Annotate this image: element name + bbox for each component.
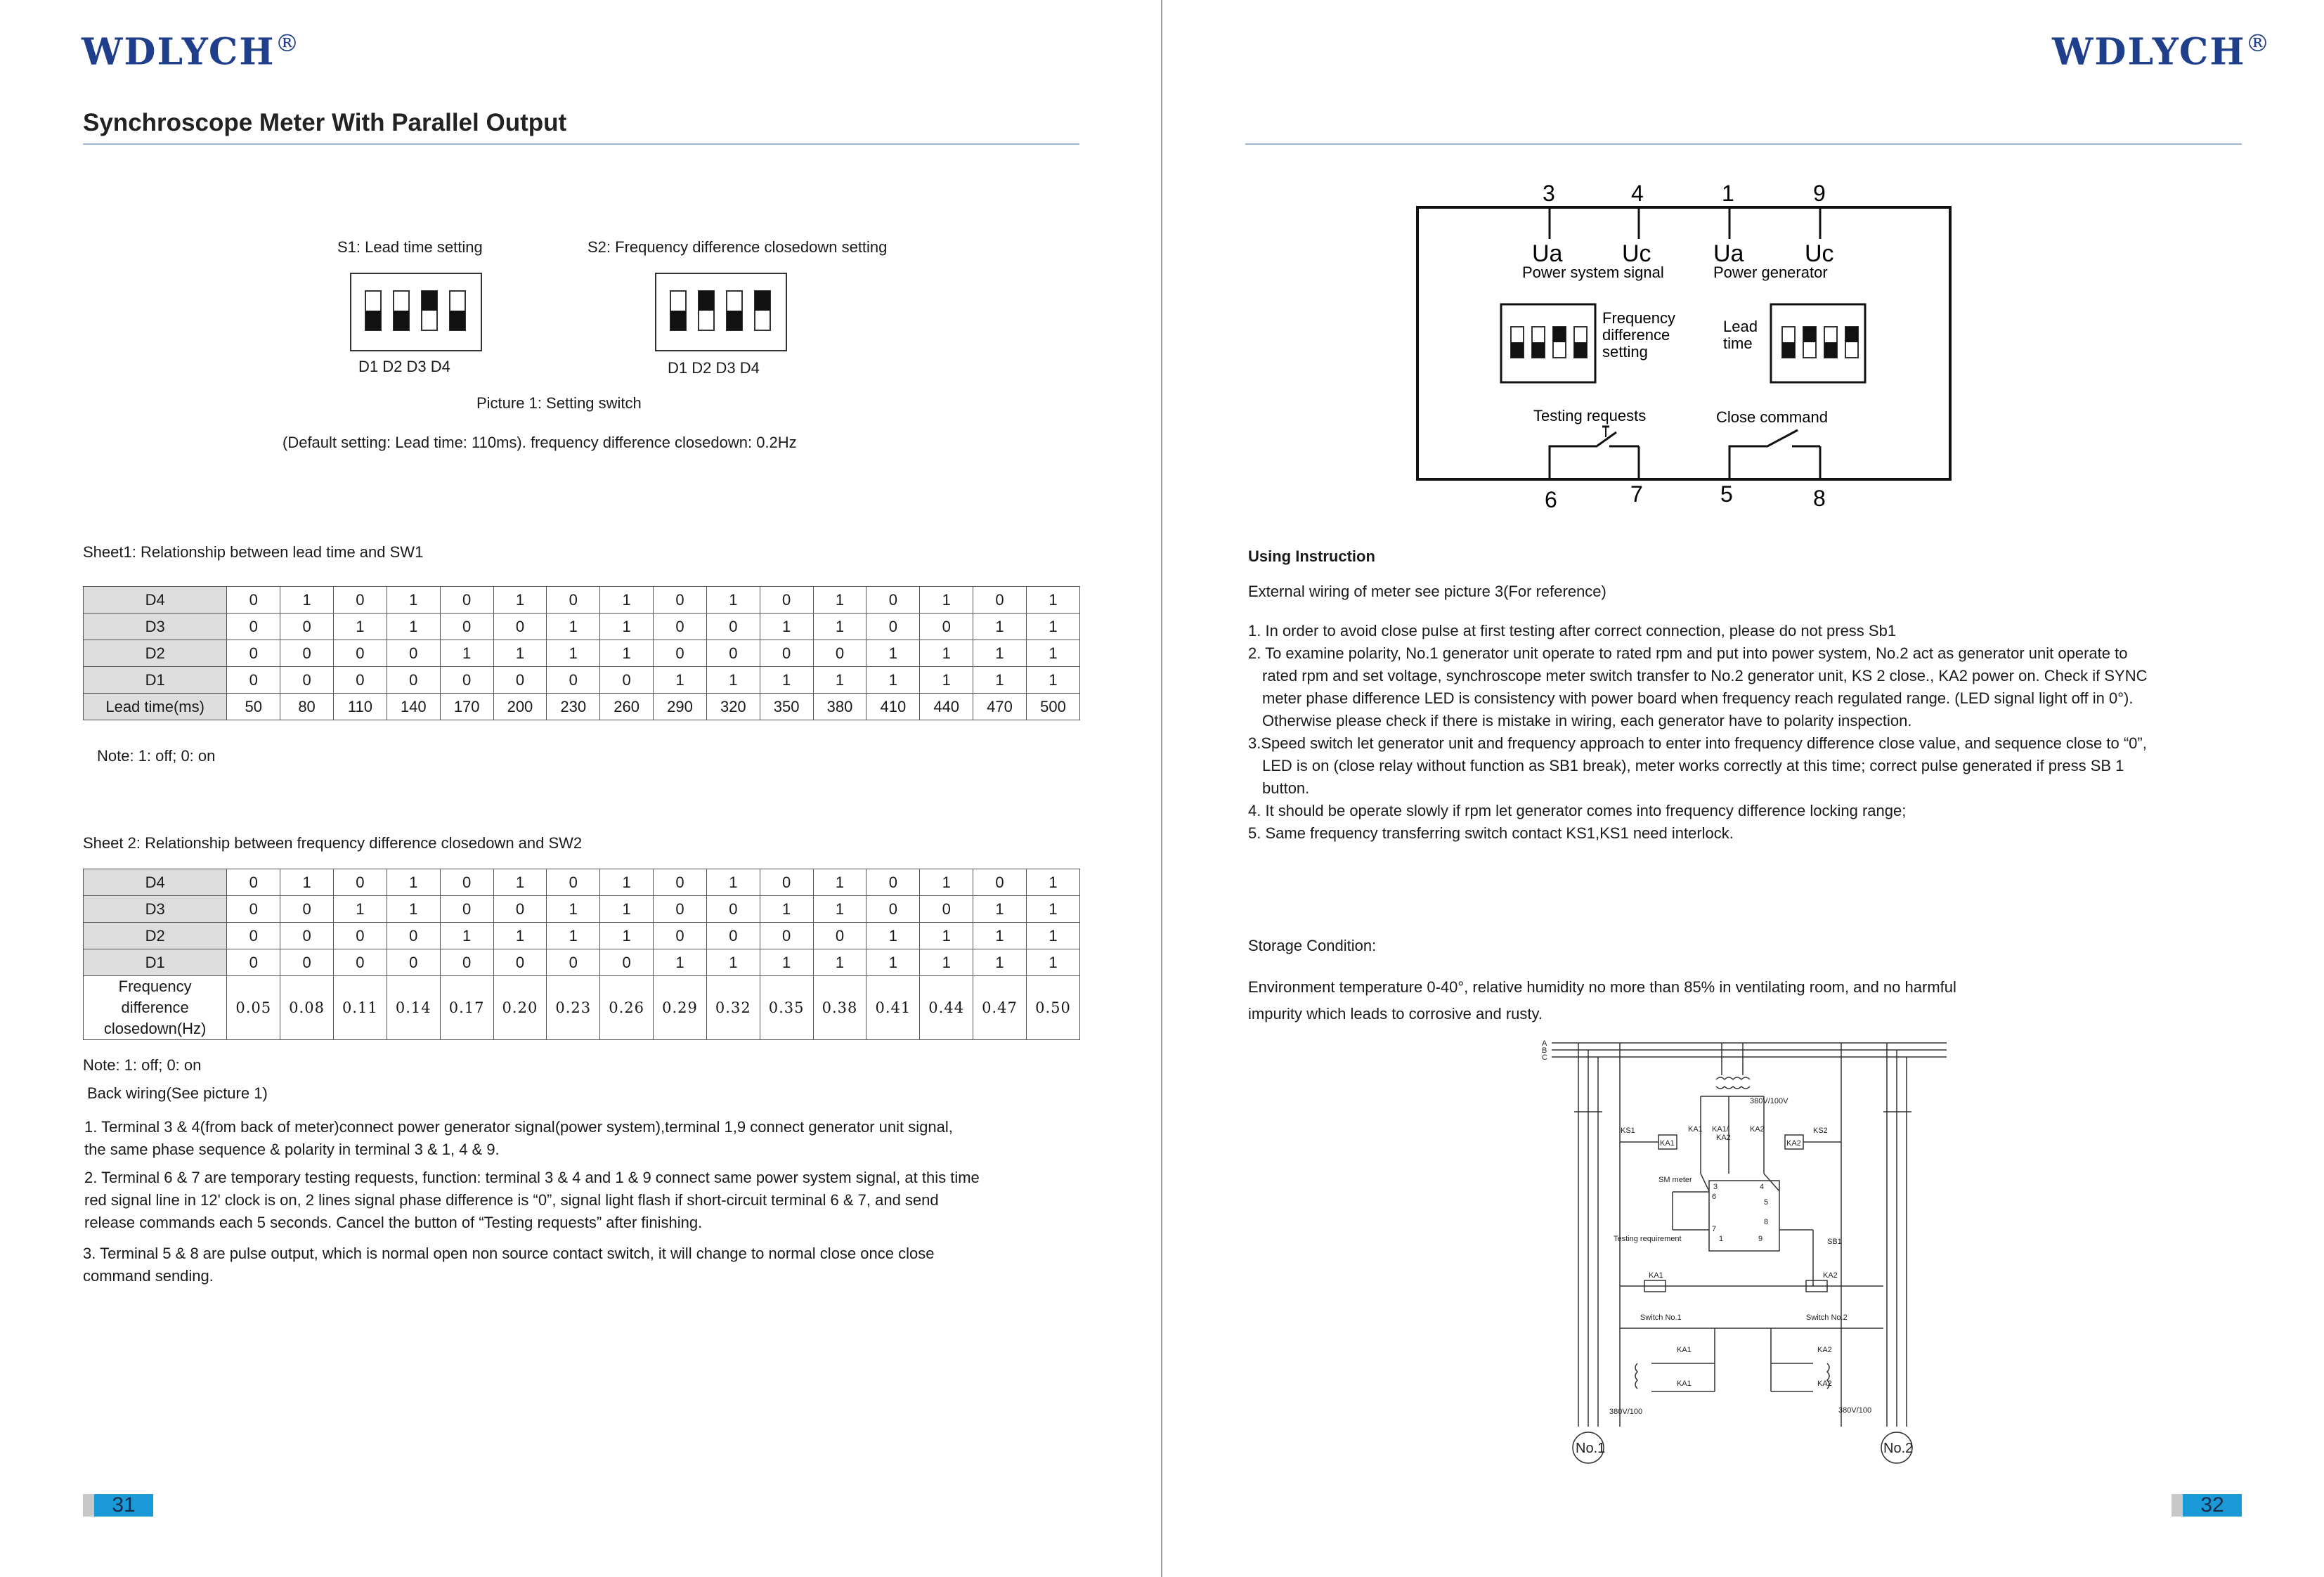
table-cell: 1 (654, 949, 707, 976)
table-cell: 0 (333, 923, 387, 949)
lead-1: Lead (1723, 318, 1758, 335)
table-cell: 0 (493, 667, 547, 694)
table-cell: 1 (973, 614, 1027, 640)
table-row (84, 976, 1080, 1040)
table-cell: 1 (440, 640, 493, 667)
table-cell: 0 (333, 949, 387, 976)
table-cell: 0.17 (440, 976, 493, 1040)
term-1: 1 (1722, 181, 1734, 206)
table-cell: 0.26 (600, 976, 654, 1040)
dip-knob (1803, 327, 1816, 342)
table-cell: 0 (654, 923, 707, 949)
table-cell: 0 (333, 640, 387, 667)
table-cell: 0 (866, 869, 920, 896)
wd-n3: 3 (1713, 1183, 1718, 1191)
table-cell: 0 (920, 614, 973, 640)
wd-v380-l: 380V/100 (1609, 1408, 1643, 1416)
table-cell: 0 (760, 587, 813, 614)
ua2-label: Ua (1713, 240, 1744, 267)
table-cell: 0 (973, 869, 1027, 896)
table-cell: 1 (920, 923, 973, 949)
table-cell: 0 (440, 896, 493, 923)
table-cell: 1 (493, 640, 547, 667)
table-cell: 110 (333, 694, 387, 720)
table-cell: 0.20 (493, 976, 547, 1040)
table-cell: 0 (227, 896, 280, 923)
table-cell: 0 (654, 614, 707, 640)
wd-ka2b: KA2 (1750, 1125, 1765, 1134)
header-rule-right (1245, 143, 2242, 145)
table-cell: 0 (333, 587, 387, 614)
wd-v380-r: 380V/100 (1838, 1406, 1872, 1415)
page-number-32: 32 (2172, 1494, 2242, 1517)
table-cell: 0 (760, 640, 813, 667)
dip-knob (1511, 342, 1524, 358)
wd-ks1: KS1 (1621, 1127, 1635, 1135)
table-cell: 0.38 (813, 976, 866, 1040)
table-cell: 0 (280, 949, 334, 976)
table-cell: 0 (547, 949, 600, 976)
table-cell: 0 (387, 949, 440, 976)
table-cell: 1 (600, 896, 654, 923)
table-cell: 0.29 (654, 976, 707, 1040)
wd-testing-requirement: Testing requirement (1614, 1235, 1682, 1243)
table-cell: 0.44 (920, 976, 973, 1040)
table-cell: 1 (813, 614, 866, 640)
table-cell: 0 (547, 869, 600, 896)
external-wiring-note: External wiring of meter see picture 3(For reference) (1248, 583, 1606, 600)
table-cell: 0 (227, 614, 280, 640)
terminal-diagram (1398, 176, 1961, 520)
wd-switch1: Switch No.1 (1640, 1313, 1682, 1322)
table-row (84, 949, 1080, 976)
table-cell: 1 (706, 869, 760, 896)
term-6: 6 (1545, 487, 1557, 512)
table-cell: 230 (547, 694, 600, 720)
table-cell: 1 (387, 896, 440, 923)
picture1-caption: Picture 1: Setting switch (476, 394, 642, 412)
table-cell: 1 (813, 667, 866, 694)
s2-dip-labels: D1 D2 D3 D4 (668, 359, 760, 377)
table-cell: 1 (387, 614, 440, 640)
table-cell: 0 (813, 640, 866, 667)
wd-sb1: SB1 (1827, 1238, 1842, 1246)
table-cell: 0 (227, 667, 280, 694)
table-cell: 1 (813, 869, 866, 896)
wd-ka2-r1: KA2 (1817, 1346, 1832, 1354)
table-cell: 1 (1026, 667, 1079, 694)
table-cell: 0 (760, 923, 813, 949)
dip-knob (1553, 327, 1566, 342)
table-cell: 140 (387, 694, 440, 720)
table-cell: 1 (600, 869, 654, 896)
row-header: Frequency difference closedown(Hz) (84, 976, 227, 1040)
dip-knob (1532, 342, 1545, 358)
table-cell: 0 (227, 923, 280, 949)
wd-b: B (1542, 1046, 1547, 1055)
table-cell: 0 (706, 640, 760, 667)
table-cell: 1 (1026, 923, 1079, 949)
s1-label: S1: Lead time setting (337, 238, 483, 256)
table-cell: 260 (600, 694, 654, 720)
dip-knob (1574, 342, 1587, 358)
table-cell: 80 (280, 694, 334, 720)
table-row (84, 587, 1080, 614)
table-cell: 50 (227, 694, 280, 720)
term-4: 4 (1631, 181, 1644, 206)
row-header: D1 (84, 667, 227, 694)
term-5: 5 (1720, 481, 1733, 507)
table-cell: 1 (813, 587, 866, 614)
table-cell: 0.23 (547, 976, 600, 1040)
table-cell: 1 (920, 640, 973, 667)
table-cell: 0 (227, 587, 280, 614)
uc2-label: Uc (1805, 240, 1834, 267)
table-cell: 1 (973, 667, 1027, 694)
dip-knob (394, 311, 409, 330)
table-cell: 0 (280, 640, 334, 667)
table-cell: 0 (547, 667, 600, 694)
note1: Note: 1: off; 0: on (97, 747, 216, 765)
table-cell: 1 (1026, 587, 1079, 614)
table-cell: 1 (440, 923, 493, 949)
dip-knob (1824, 342, 1837, 358)
table-cell: 0 (920, 896, 973, 923)
wiring-diagram (1532, 1033, 1954, 1469)
page-title: Synchroscope Meter With Parallel Output (83, 109, 567, 136)
wd-no1: No.1 (1576, 1441, 1606, 1456)
dip-knob (670, 311, 686, 330)
s2-label: S2: Frequency difference closedown setting (588, 238, 888, 256)
table-cell: 1 (760, 896, 813, 923)
table-cell: 0 (654, 587, 707, 614)
table-cell: 1 (973, 896, 1027, 923)
term-8: 8 (1813, 486, 1826, 511)
table-cell: 1 (547, 614, 600, 640)
table-cell: 470 (973, 694, 1027, 720)
wd-n9: 9 (1758, 1235, 1763, 1243)
table-cell: 0 (387, 640, 440, 667)
table-cell: 0 (600, 949, 654, 976)
table-cell: 1 (280, 587, 334, 614)
table-row (84, 923, 1080, 949)
table-cell: 1 (706, 949, 760, 976)
table-cell: 0 (493, 896, 547, 923)
term-3: 3 (1543, 181, 1555, 206)
title-rule (83, 143, 1079, 145)
wd-ka2-r2: KA2 (1817, 1380, 1832, 1388)
table-row (84, 640, 1080, 667)
table-cell: 1 (973, 949, 1027, 976)
dip-knob (699, 291, 714, 311)
table-cell: 1 (760, 949, 813, 976)
table-cell: 350 (760, 694, 813, 720)
freq-diff-2: difference (1602, 326, 1670, 344)
note2: Note: 1: off; 0: on (83, 1056, 202, 1074)
table-cell: 1 (973, 923, 1027, 949)
table-cell: 1 (493, 923, 547, 949)
wd-no2: No.2 (1883, 1441, 1914, 1456)
power-generator: Power generator (1713, 264, 1828, 281)
table-cell: 1 (813, 949, 866, 976)
table-cell: 1 (920, 949, 973, 976)
table-cell: 0 (333, 869, 387, 896)
storage-text: Environment temperature 0-40°, relative humidity no more than 85% in ventilating room, and no harmful impurity which leads to corrosive and rusty. (1248, 978, 1956, 1023)
dip-knob (1845, 327, 1858, 342)
row-header: D3 (84, 896, 227, 923)
wd-ka1-l2: KA1 (1677, 1380, 1692, 1388)
brand-logo-right: WDLYCH® (2052, 30, 2271, 74)
wd-ka1c: KA1/ (1712, 1125, 1729, 1134)
row-header: D3 (84, 614, 227, 640)
table-cell: 0 (654, 640, 707, 667)
table-cell: 170 (440, 694, 493, 720)
table-cell: 0 (280, 614, 334, 640)
table-cell: 1 (387, 587, 440, 614)
table-cell: 0.50 (1026, 976, 1079, 1040)
table-cell: 1 (760, 667, 813, 694)
table-cell: 1 (866, 667, 920, 694)
table-cell: 0 (813, 923, 866, 949)
row-header: D1 (84, 949, 227, 976)
row-header: D2 (84, 640, 227, 667)
sheet2-title: Sheet 2: Relationship between frequency difference closedown and SW2 (83, 834, 583, 852)
table-cell: 0 (387, 923, 440, 949)
term-9: 9 (1813, 181, 1826, 206)
table-row (84, 614, 1080, 640)
wd-n1: 1 (1719, 1235, 1724, 1243)
table-cell: 0.11 (333, 976, 387, 1040)
table-cell: 1 (920, 667, 973, 694)
table-cell: 290 (654, 694, 707, 720)
paragraph-1: 1. Terminal 3 & 4(from back of meter)connect power generator signal(power system),terminal 1,9 connect generator unit signal, the same phase sequence & polarity in terminal 3 & 1, 4 & 9. (84, 1118, 953, 1158)
row-header: Lead time(ms) (84, 694, 227, 720)
table-cell: 1 (813, 896, 866, 923)
wd-ka1a: KA1 (1660, 1139, 1675, 1148)
wd-n6: 6 (1712, 1193, 1717, 1201)
table-cell: 1 (493, 587, 547, 614)
lead-2: time (1723, 335, 1753, 352)
table-cell: 320 (706, 694, 760, 720)
table-cell: 0 (387, 667, 440, 694)
table-cell: 0 (600, 667, 654, 694)
table-cell: 0 (280, 923, 334, 949)
table-cell: 0 (280, 667, 334, 694)
table-cell: 0.41 (866, 976, 920, 1040)
table-cell: 0 (440, 587, 493, 614)
s1-dip-switch (350, 273, 483, 351)
table-cell: 1 (973, 640, 1027, 667)
table-cell: 0.32 (706, 976, 760, 1040)
table-cell: 0 (547, 587, 600, 614)
wd-sm-meter: SM meter (1658, 1176, 1692, 1184)
table-cell: 1 (1026, 949, 1079, 976)
table-cell: 0 (440, 614, 493, 640)
table-cell: 1 (760, 614, 813, 640)
table-row (84, 896, 1080, 923)
testing-requests: Testing requests (1533, 407, 1647, 424)
table-cell: 1 (387, 869, 440, 896)
wd-ka2a: KA2 (1716, 1134, 1731, 1142)
power-system-signal: Power system signal (1522, 264, 1664, 281)
table-cell: 1 (280, 869, 334, 896)
wd-ka2-sw: KA2 (1823, 1271, 1838, 1280)
wd-a: A (1542, 1039, 1547, 1048)
wd-n4: 4 (1760, 1183, 1765, 1191)
table-cell: 0 (227, 869, 280, 896)
table-cell: 0.14 (387, 976, 440, 1040)
table-cell: 200 (493, 694, 547, 720)
table-cell: 1 (1026, 869, 1079, 896)
table-cell: 1 (706, 667, 760, 694)
table-cell: 0 (866, 587, 920, 614)
page-number-31: 31 (83, 1494, 153, 1517)
row-header: D4 (84, 587, 227, 614)
dip-knob (422, 291, 437, 311)
sheet1-table (83, 586, 1080, 720)
wd-ka1b: KA1 (1688, 1125, 1703, 1134)
back-wiring: Back wiring(See picture 1) (87, 1084, 268, 1102)
table-cell: 410 (866, 694, 920, 720)
default-setting: (Default setting: Lead time: 110ms). frequency difference closedown: 0.2Hz (283, 434, 797, 451)
table-cell: 1 (920, 869, 973, 896)
row-header: D2 (84, 923, 227, 949)
table-row (84, 869, 1080, 896)
table-cell: 0.08 (280, 976, 334, 1040)
table-cell: 0 (654, 896, 707, 923)
table-cell: 0 (227, 640, 280, 667)
table-cell: 1 (600, 923, 654, 949)
paragraph-2: 2. Terminal 6 & 7 are temporary testing requests, function: terminal 3 & 4 and 1 & 9 connect same power system signal, at this time red signal line in 12' clock is on, 2 lines signal phase difference is “0”, signal light flash if short-circuit terminal 6 & 7, and send release commands each 5 seconds. Cancel the button of “Testing requests” after finishing. (84, 1169, 980, 1231)
table-cell: 0 (706, 923, 760, 949)
sheet2-table (83, 869, 1080, 1040)
table-cell: 0 (440, 949, 493, 976)
table-cell: 0 (440, 667, 493, 694)
freq-diff-3: setting (1602, 343, 1648, 361)
wd-n5: 5 (1764, 1198, 1769, 1207)
wd-n8: 8 (1764, 1218, 1769, 1226)
table-cell: 0 (440, 869, 493, 896)
paragraph-3: 3. Terminal 5 & 8 are pulse output, which is normal open non source contact switch, it will change to normal close once close command sending. (83, 1245, 935, 1285)
table-cell: 1 (493, 869, 547, 896)
table-cell: 1 (600, 587, 654, 614)
table-cell: 440 (920, 694, 973, 720)
table-cell: 0 (866, 614, 920, 640)
table-cell: 380 (813, 694, 866, 720)
dip-knob (1782, 342, 1795, 358)
wd-ka1-l1: KA1 (1677, 1346, 1692, 1354)
table-cell: 0 (493, 614, 547, 640)
table-cell: 0 (654, 869, 707, 896)
page-divider (1161, 0, 1162, 1577)
wd-n7: 7 (1712, 1225, 1717, 1233)
table-cell: 1 (866, 949, 920, 976)
table-row (84, 667, 1080, 694)
table-cell: 500 (1026, 694, 1079, 720)
using-instruction-title: Using Instruction (1248, 547, 1375, 565)
table-cell: 0 (280, 896, 334, 923)
s1-dip-labels: D1 D2 D3 D4 (358, 358, 450, 375)
row-header: D4 (84, 869, 227, 896)
close-command: Close command (1716, 408, 1828, 426)
table-cell: 0.47 (973, 976, 1027, 1040)
table-cell: 1 (547, 896, 600, 923)
table-cell: 1 (706, 587, 760, 614)
table-cell: 1 (920, 587, 973, 614)
table-cell: 1 (654, 667, 707, 694)
wd-v380-top: 380V/100V (1750, 1097, 1789, 1105)
table-cell: 1 (333, 614, 387, 640)
table-cell: 0 (706, 896, 760, 923)
table-cell: 0 (973, 587, 1027, 614)
freq-diff-1: Frequency (1602, 309, 1675, 327)
dip-knob (365, 311, 381, 330)
wd-ka1-sw: KA1 (1649, 1271, 1663, 1280)
table-cell: 1 (1026, 614, 1079, 640)
uc1-label: Uc (1622, 240, 1651, 267)
wd-ks2: KS2 (1813, 1127, 1828, 1135)
instructions: 1. In order to avoid close pulse at first testing after correct connection, please do not press Sb1 2. To examine polarity, No.1 generator unit operate to rated rpm and put into power system, No.2 act as generator unit operate to rated rpm and set voltage, synchroscope meter switch transfer to No.2 generator unit, KS 2 close., KA2 power on. Check if SYNC meter phase difference LED is consistency with power board when frequency reach regulated range. (LED signal light off in 0°). Otherwise please check if there is mistake in wiring, each generator have to polarity inspection. 3.Speed switch let generator unit and frequency approach to enter into frequency difference close value, and sequence close to “0”, LED is on (close relay without function as SB1 break), meter works correctly at this time; correct pulse generated if press SB 1 button. 4. It should be operate slowly if rpm let generator comes into frequency difference locking range; 5. Same frequency transferring switch contact KS1,KS1 need interlock. (1248, 622, 2148, 842)
table-cell: 1 (1026, 640, 1079, 667)
wd-ka2c: KA2 (1786, 1139, 1801, 1148)
table-cell: 0 (493, 949, 547, 976)
table-cell: 0.05 (227, 976, 280, 1040)
table-cell: 1 (866, 640, 920, 667)
dip-knob (727, 311, 742, 330)
term-7: 7 (1630, 481, 1643, 507)
table-cell: 1 (333, 896, 387, 923)
table-cell: 0 (227, 949, 280, 976)
table-cell: 0 (866, 896, 920, 923)
dip-knob (755, 291, 770, 311)
dip-knob (450, 311, 465, 330)
table-cell: 0 (760, 869, 813, 896)
table-cell: 0 (706, 614, 760, 640)
wd-switch2: Switch No.2 (1806, 1313, 1848, 1322)
storage-title: Storage Condition: (1248, 937, 1377, 954)
table-cell: 0 (333, 667, 387, 694)
table-cell: 1 (600, 640, 654, 667)
s2-dip-switch (655, 273, 788, 351)
table-cell: 1 (600, 614, 654, 640)
wd-c: C (1542, 1053, 1547, 1062)
table-cell: 0.35 (760, 976, 813, 1040)
table-cell: 1 (547, 640, 600, 667)
brand-logo: WDLYCH® (82, 30, 301, 74)
table-cell: 1 (866, 923, 920, 949)
table-cell: 1 (1026, 896, 1079, 923)
ua1-label: Ua (1532, 240, 1563, 267)
table-cell: 1 (547, 923, 600, 949)
table-row (84, 694, 1080, 720)
sheet1-title: Sheet1: Relationship between lead time and SW1 (83, 543, 424, 561)
